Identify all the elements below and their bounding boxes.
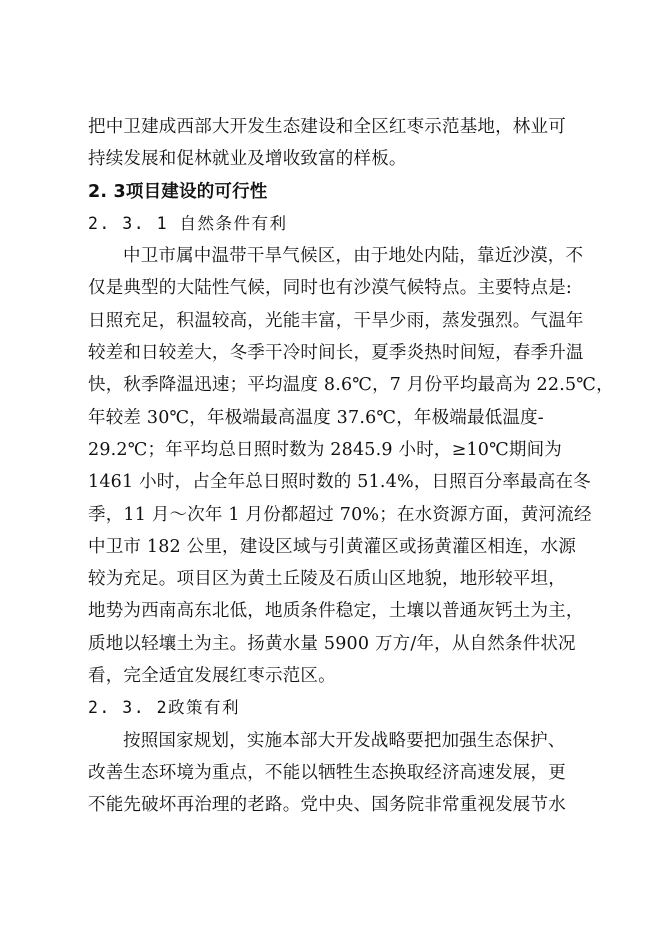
- paragraph-line: 较为充足。项目区为黄土丘陵及石质山区地貌，地形较平坦，: [88, 569, 566, 590]
- paragraph-line: 不能先破坏再治理的老路。党中央、国务院非常重视发展节水: [88, 795, 566, 816]
- document-body: [88, 111, 614, 822]
- paragraph-line: 中卫市 182 公里，建设区域与引黄灌区或扬黄灌区相连，水源: [88, 536, 577, 557]
- paragraph-line: 日照充足，积温较高，光能丰富，干旱少雨，蒸发强烈。气温年: [88, 310, 584, 331]
- paragraph-line: 快，秋季降温迅速；平均温度 8.6℃，7 月份平均最高为 22.5℃，: [88, 375, 614, 396]
- subsection-heading-policy: 2. 3. 2政策有利: [88, 698, 241, 718]
- paragraph-line: 29.2℃；年平均总日照时数为 2845.9 小时，≥10℃期间为: [88, 439, 563, 460]
- section-heading: 2. 3项目建设的可行性: [88, 181, 268, 202]
- subsection-heading-natural-conditions: 2. 3. 1 自然条件有利: [88, 213, 288, 233]
- paragraph-line: 按照国家规划，实施本部大开发战略要把加强生态保护、: [123, 730, 566, 751]
- intro-line: 把中卫建成西部大开发生态建设和全区红枣示范基地，林业可: [88, 117, 566, 137]
- paragraph-line: 看，完全适宜发展红枣示范区。: [88, 666, 336, 687]
- paragraph-line: 年较差 30℃，年极端最高温度 37.6℃，年极端最低温度-: [88, 407, 544, 428]
- paragraph-line: 质地以轻壤土为主。扬黄水量 5900 万方/年，从自然条件状况: [88, 633, 576, 654]
- paragraph-line: 较差和日较差大，冬季干冷时间长，夏季炎热时间短，春季升温: [88, 343, 584, 364]
- paragraph-line: 地势为西南高东北低，地质条件稳定，土壤以普通灰钙土为主，: [88, 601, 584, 622]
- paragraph-line: 改善生态环境为重点，不能以牺牲生态换取经济高速发展，更: [88, 762, 566, 783]
- paragraph-line: 仅是典型的大陆性气候，同时也有沙漠气候特点。主要特点是:: [88, 278, 572, 299]
- intro-line: 持续发展和促林就业及增收致富的样板。: [88, 149, 407, 170]
- paragraph-line: 季，11 月～次年 1 月份都超过 70%；在水资源方面，黄河流经: [88, 504, 592, 525]
- paragraph-line: 1461 小时，占全年总日照时数的 51.4%，日照百分率最高在冬: [88, 472, 591, 493]
- paragraph-line: 中卫市属中温带干旱气候区，由于地处内陆，靠近沙漠，不: [123, 246, 584, 267]
